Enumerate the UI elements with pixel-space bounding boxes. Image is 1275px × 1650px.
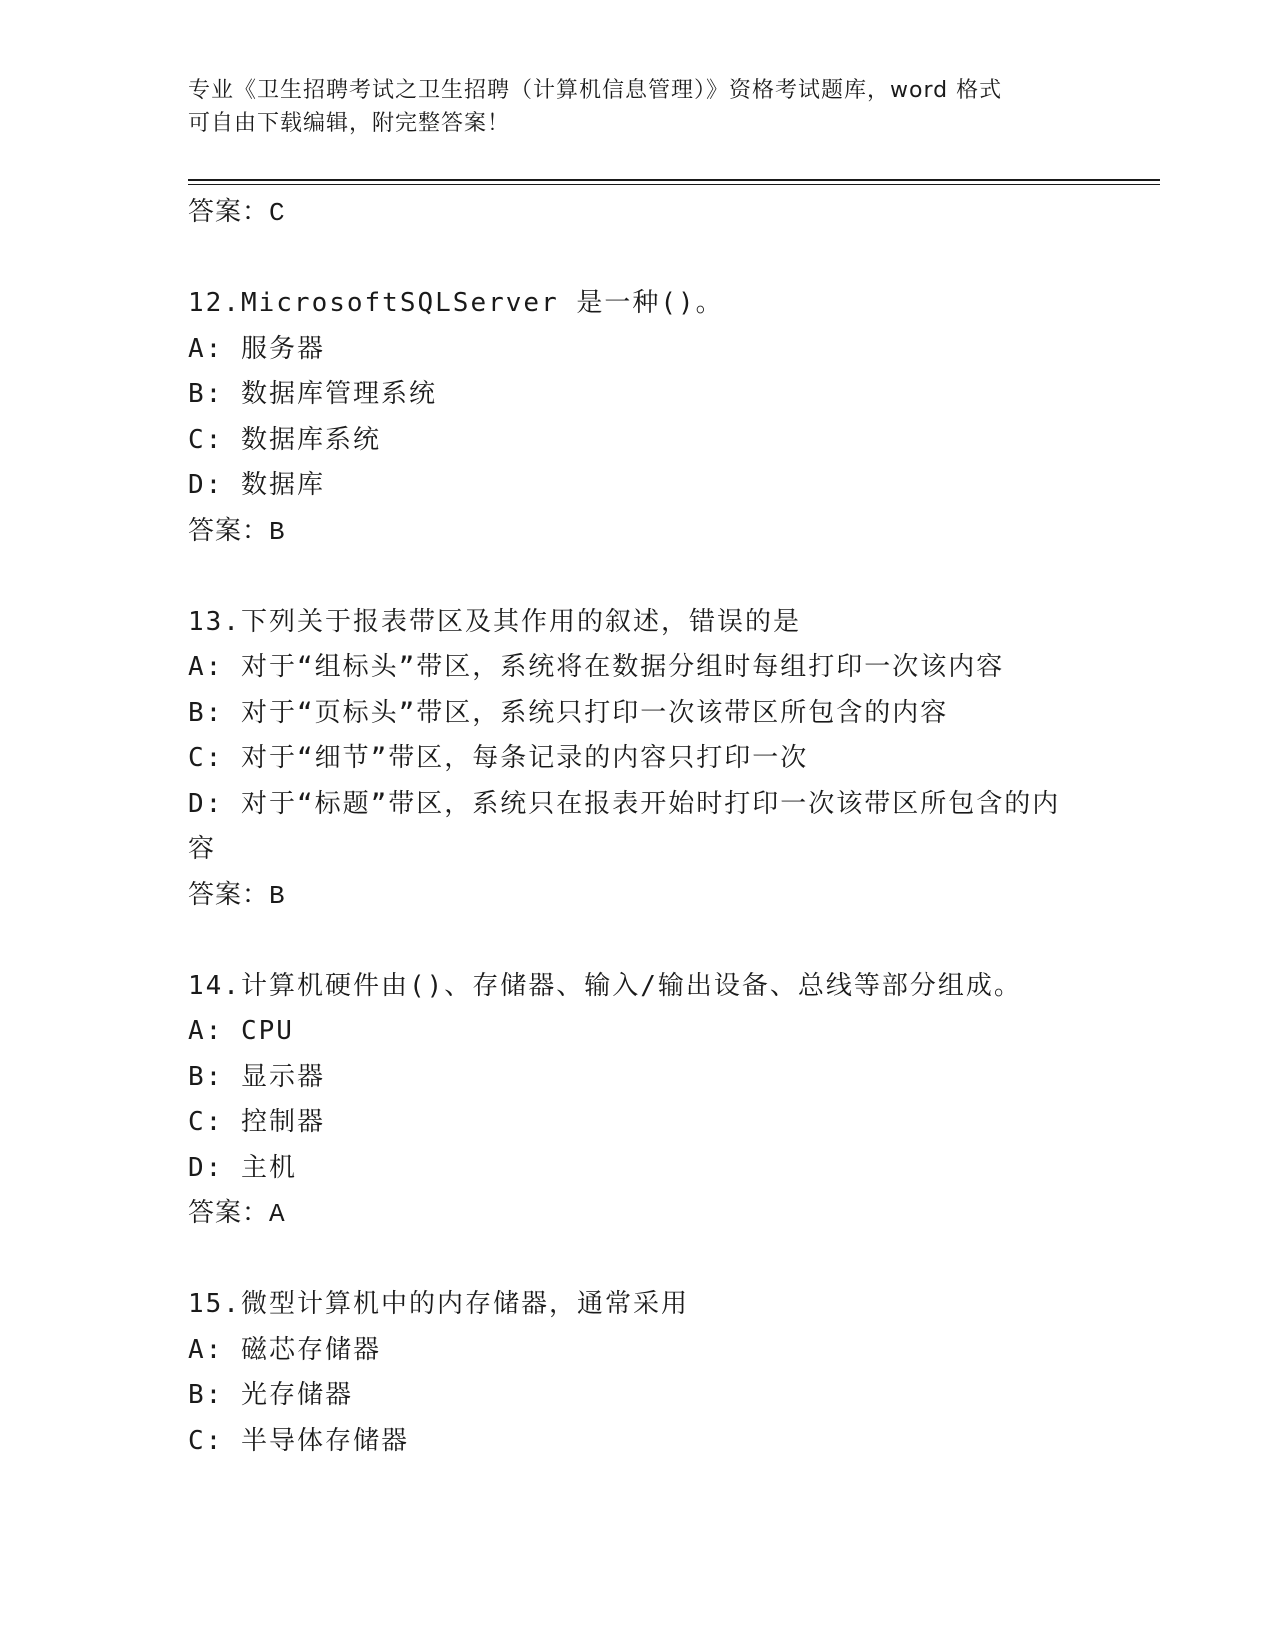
option-d: D: 主机 (188, 1152, 297, 1183)
question-list (188, 190, 1088, 1464)
question-stem: 13.下列关于报表带区及其作用的叙述，错误的是 (188, 606, 801, 637)
answer-line (188, 190, 1088, 235)
option-b: B: 对于“页标头”带区，系统只打印一次该带区所包含的内容 (188, 697, 949, 728)
answer-label: 答案： (188, 1198, 270, 1228)
question-13 (188, 600, 1088, 918)
option-b: B: 光存储器 (188, 1380, 353, 1410)
answer-line (188, 1191, 1088, 1236)
question-12 (188, 281, 1088, 554)
answer-label: 答案： (188, 879, 270, 910)
header-line-1: 专业《卫生招聘考试之卫生招聘（计算机信息管理）》资格考试题库，word 格式 (188, 78, 1003, 103)
answer-value: B (269, 880, 285, 911)
document-header (188, 74, 1088, 140)
option-d: D: 对于“标题”带区，系统只在报表开始时打印一次该带区所包含的内容 (188, 788, 1061, 864)
question-14 (188, 964, 1088, 1237)
option-a: A: 磁芯存储器 (188, 1334, 381, 1365)
option-b: B: 显示器 (188, 1061, 325, 1092)
option-a: A: CPU (188, 1016, 294, 1046)
question-15 (188, 1282, 1088, 1464)
header-divider-thin (188, 184, 1160, 185)
answer-value: A (269, 1199, 285, 1229)
header-line-2: 可自由下载编辑，附完整答案！ (188, 111, 511, 136)
question-stem: 15.微型计算机中的内存储器，通常采用 (188, 1289, 689, 1319)
answer-label: 答案： (188, 197, 270, 227)
answer-label: 答案： (188, 515, 270, 546)
question-stem: 14.计算机硬件由()、存储器、输入/输出设备、总线等部分组成。 (188, 970, 1022, 1001)
option-b: B: 数据库管理系统 (188, 379, 437, 409)
answer-value: C (269, 198, 285, 228)
option-a: A: 服务器 (188, 333, 325, 364)
question-stem: 12.MicrosoftSQLServer 是一种()。 (188, 288, 724, 318)
option-c: C: 控制器 (188, 1107, 325, 1137)
header-divider-thick (188, 179, 1160, 181)
option-a: A: 对于“组标头”带区，系统将在数据分组时每组打印一次该内容 (188, 652, 1005, 682)
answer-line (188, 873, 1088, 918)
answer-value: B (269, 516, 285, 547)
option-d: D: 数据库 (188, 470, 325, 500)
option-c: C: 半导体存储器 (188, 1425, 409, 1456)
answer-line (188, 509, 1088, 554)
option-c: C: 数据库系统 (188, 424, 381, 455)
option-c: C: 对于“细节”带区，每条记录的内容只打印一次 (188, 743, 809, 773)
